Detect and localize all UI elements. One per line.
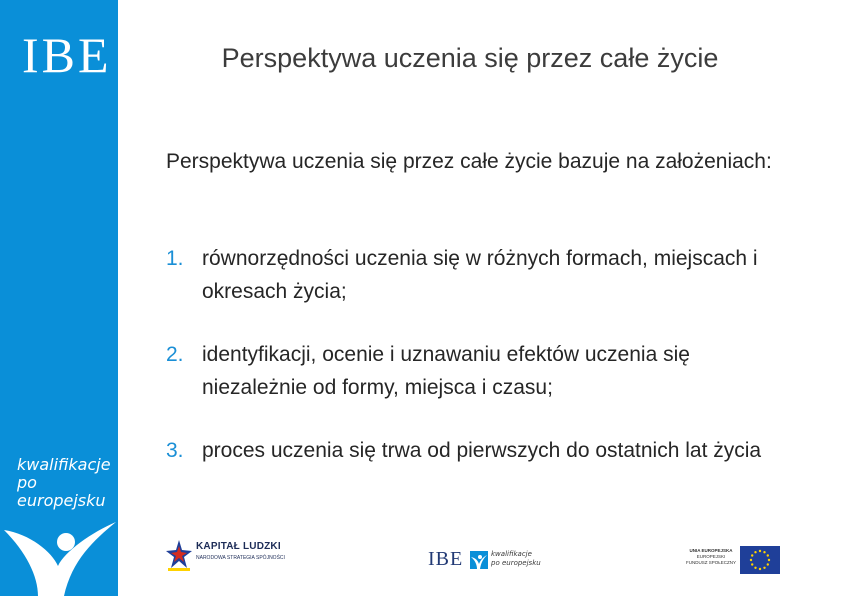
eu-logo <box>686 546 782 574</box>
list-item <box>166 338 786 404</box>
list-text: równorzędności uczenia się w różnych formach, miejscach i okresach życia; <box>202 247 758 303</box>
list-item <box>166 434 786 467</box>
list-number: 3. <box>166 439 184 462</box>
eu-line3: FUNDUSZ SPOŁECZNY <box>686 560 737 565</box>
program-logo-text <box>17 456 118 510</box>
assumption-list <box>166 242 786 497</box>
kapital-ludzki-subtitle: NARODOWA STRATEGIA SPÓJNOŚCI <box>196 555 285 561</box>
intro-paragraph: Perspektywa uczenia się przez całe życie bazuje na założeniach: <box>166 150 772 173</box>
sidebar <box>0 0 118 596</box>
eu-line1: UNIA EUROPEJSKA <box>689 548 733 553</box>
list-text: identyfikacji, ocenie i uznawaniu efektów uczenia się niezależnie od formy, miejsca i czasu; <box>202 343 690 399</box>
eu-line2: EUROPEJSKI <box>696 554 726 559</box>
program-badge-icon <box>470 551 488 569</box>
footer-logos <box>118 524 842 596</box>
ibe-program-logo <box>428 548 553 574</box>
program-logo-line1: kwalifikacje <box>17 455 111 474</box>
program-badge <box>470 549 550 571</box>
person-figure-icon <box>0 506 118 596</box>
list-number: 2. <box>166 343 184 366</box>
list-number: 1. <box>166 247 184 270</box>
kapital-ludzki-icon <box>166 538 192 572</box>
kapital-ludzki-title: KAPITAŁ LUDZKI <box>196 541 281 552</box>
ibe-small-logo: IBE <box>428 548 464 570</box>
eu-flag-icon <box>740 546 780 574</box>
ibe-logo: IBE <box>22 27 112 83</box>
list-item <box>166 242 786 308</box>
kapital-ludzki-logo <box>166 538 284 576</box>
eu-text <box>686 548 736 566</box>
program-badge-line1: kwalifikacje <box>491 550 532 558</box>
slide-title: Perspektywa uczenia się przez całe życie <box>221 43 719 73</box>
program-logo-line2: po europejsku <box>17 473 106 510</box>
list-text: proces uczenia się trwa od pierwszych do ostatnich lat życia <box>202 439 762 462</box>
program-badge-text <box>491 550 541 568</box>
program-badge-line2: po europejsku <box>491 559 541 567</box>
